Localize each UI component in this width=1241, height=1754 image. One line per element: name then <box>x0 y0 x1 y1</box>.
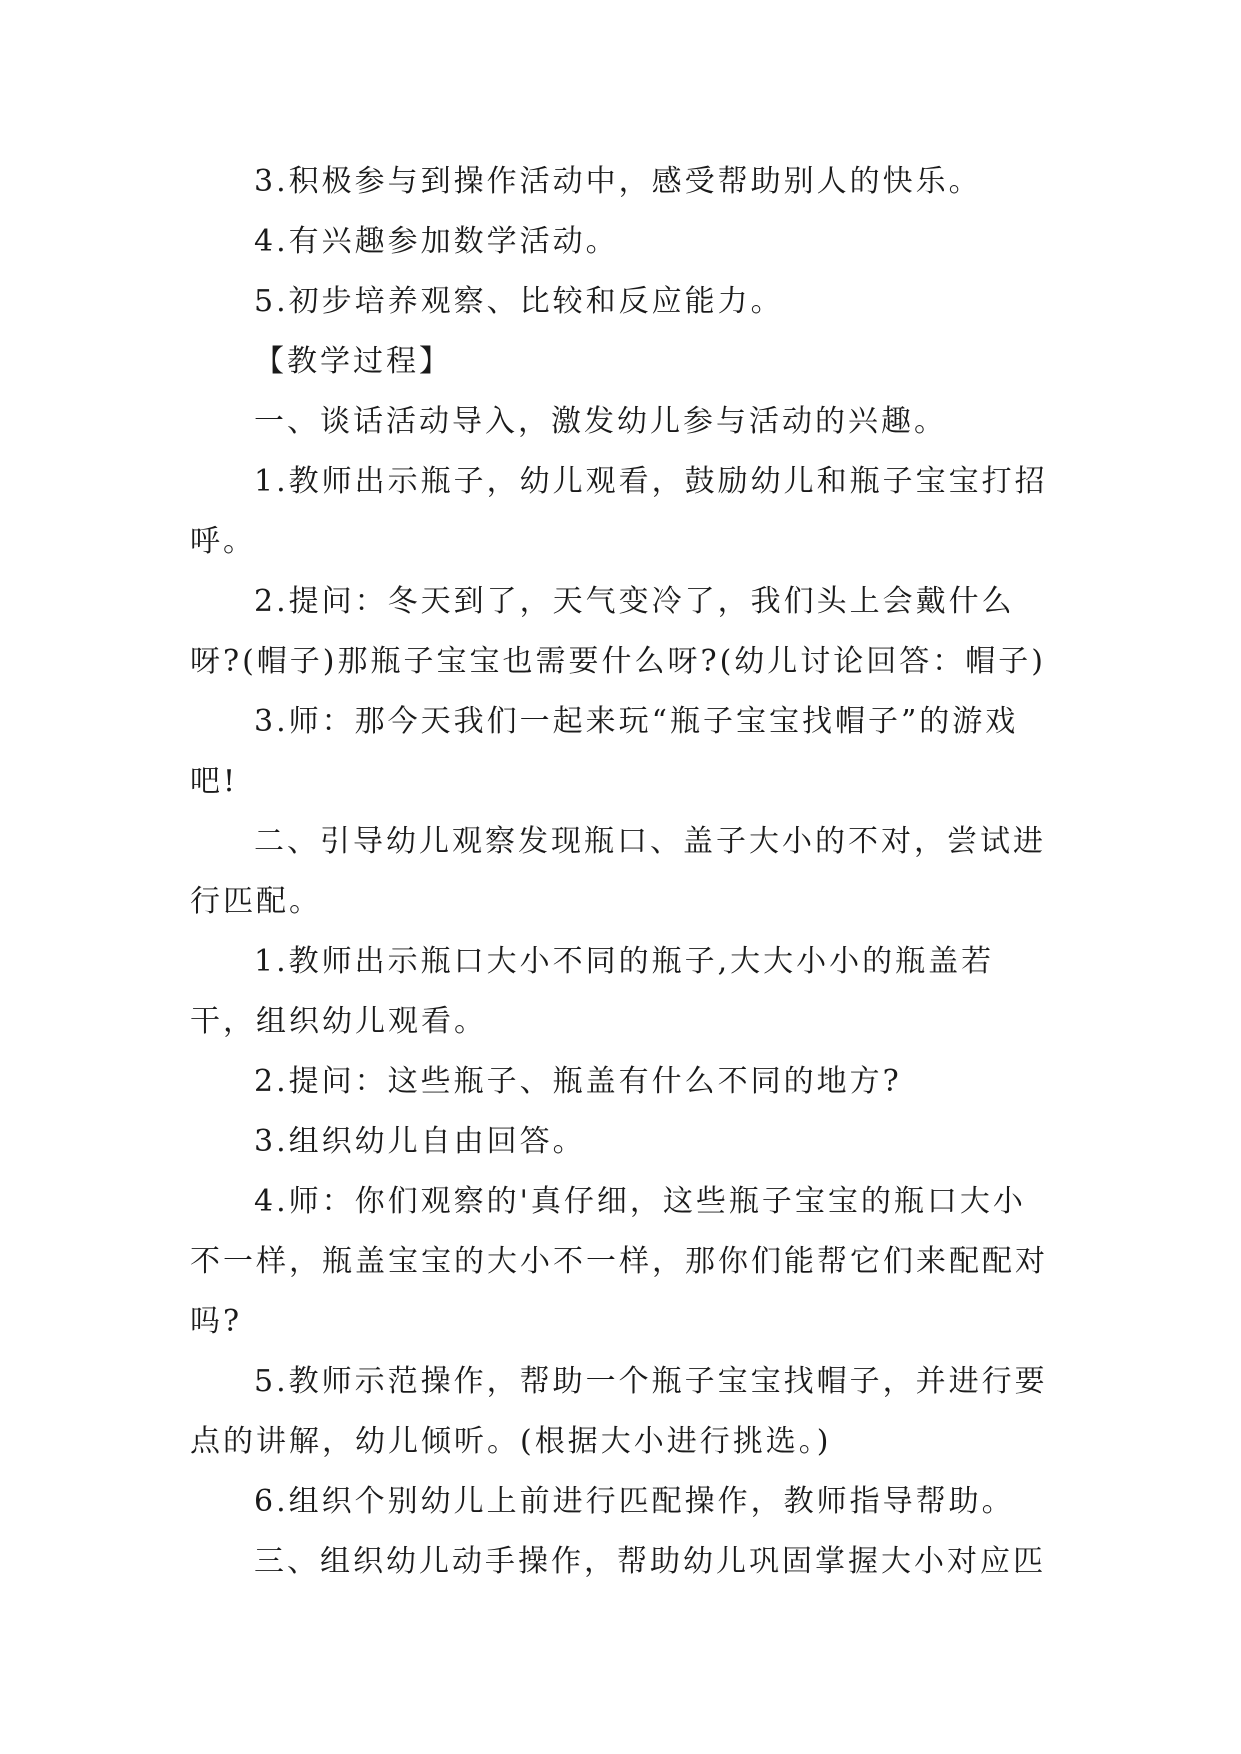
paragraph: 2.提问：冬天到了，天气变冷了，我们头上会戴什么呀?(帽子)那瓶子宝宝也需要什么呀?(幼儿讨论回答：帽子) <box>190 584 1046 679</box>
paragraph: 3.师：那今天我们一起来玩“瓶子宝宝找帽子”的游戏吧! <box>190 704 1019 799</box>
paragraph: 5.初步培养观察、比较和反应能力。 <box>254 284 784 319</box>
paragraph: 1.教师出示瓶子，幼儿观看，鼓励幼儿和瓶子宝宝打招呼。 <box>190 464 1048 559</box>
paragraph: 2.提问：这些瓶子、瓶盖有什么不同的地方? <box>254 1064 902 1099</box>
section-heading: 【教学过程】 <box>254 344 452 379</box>
paragraph: 3.积极参与到操作活动中，感受帮助别人的快乐。 <box>254 164 982 199</box>
paragraph: 4.师：你们观察的'真仔细，这些瓶子宝宝的瓶口大小不一样，瓶盖宝宝的大小不一样，那你们能帮它们来配配对吗? <box>190 1184 1048 1339</box>
section-heading: 二、引导幼儿观察发现瓶口、盖子大小的不对，尝试进行匹配。 <box>190 824 1046 919</box>
document-body <box>190 152 1056 1592</box>
section-heading: 三、组织幼儿动手操作，帮助幼儿巩固掌握大小对应匹 <box>254 1544 1046 1579</box>
paragraph: 5.教师示范操作，帮助一个瓶子宝宝找帽子，并进行要点的讲解，幼儿倾听。(根据大小进行挑选。) <box>190 1364 1048 1459</box>
paragraph: 1.教师出示瓶口大小不同的瓶子,大大小小的瓶盖若干，组织幼儿观看。 <box>190 944 995 1039</box>
section-heading: 一、谈话活动导入，激发幼儿参与活动的兴趣。 <box>254 404 947 439</box>
paragraph: 4.有兴趣参加数学活动。 <box>254 224 619 259</box>
paragraph: 6.组织个别幼儿上前进行匹配操作，教师指导帮助。 <box>254 1484 1015 1519</box>
paragraph: 3.组织幼儿自由回答。 <box>254 1124 586 1159</box>
